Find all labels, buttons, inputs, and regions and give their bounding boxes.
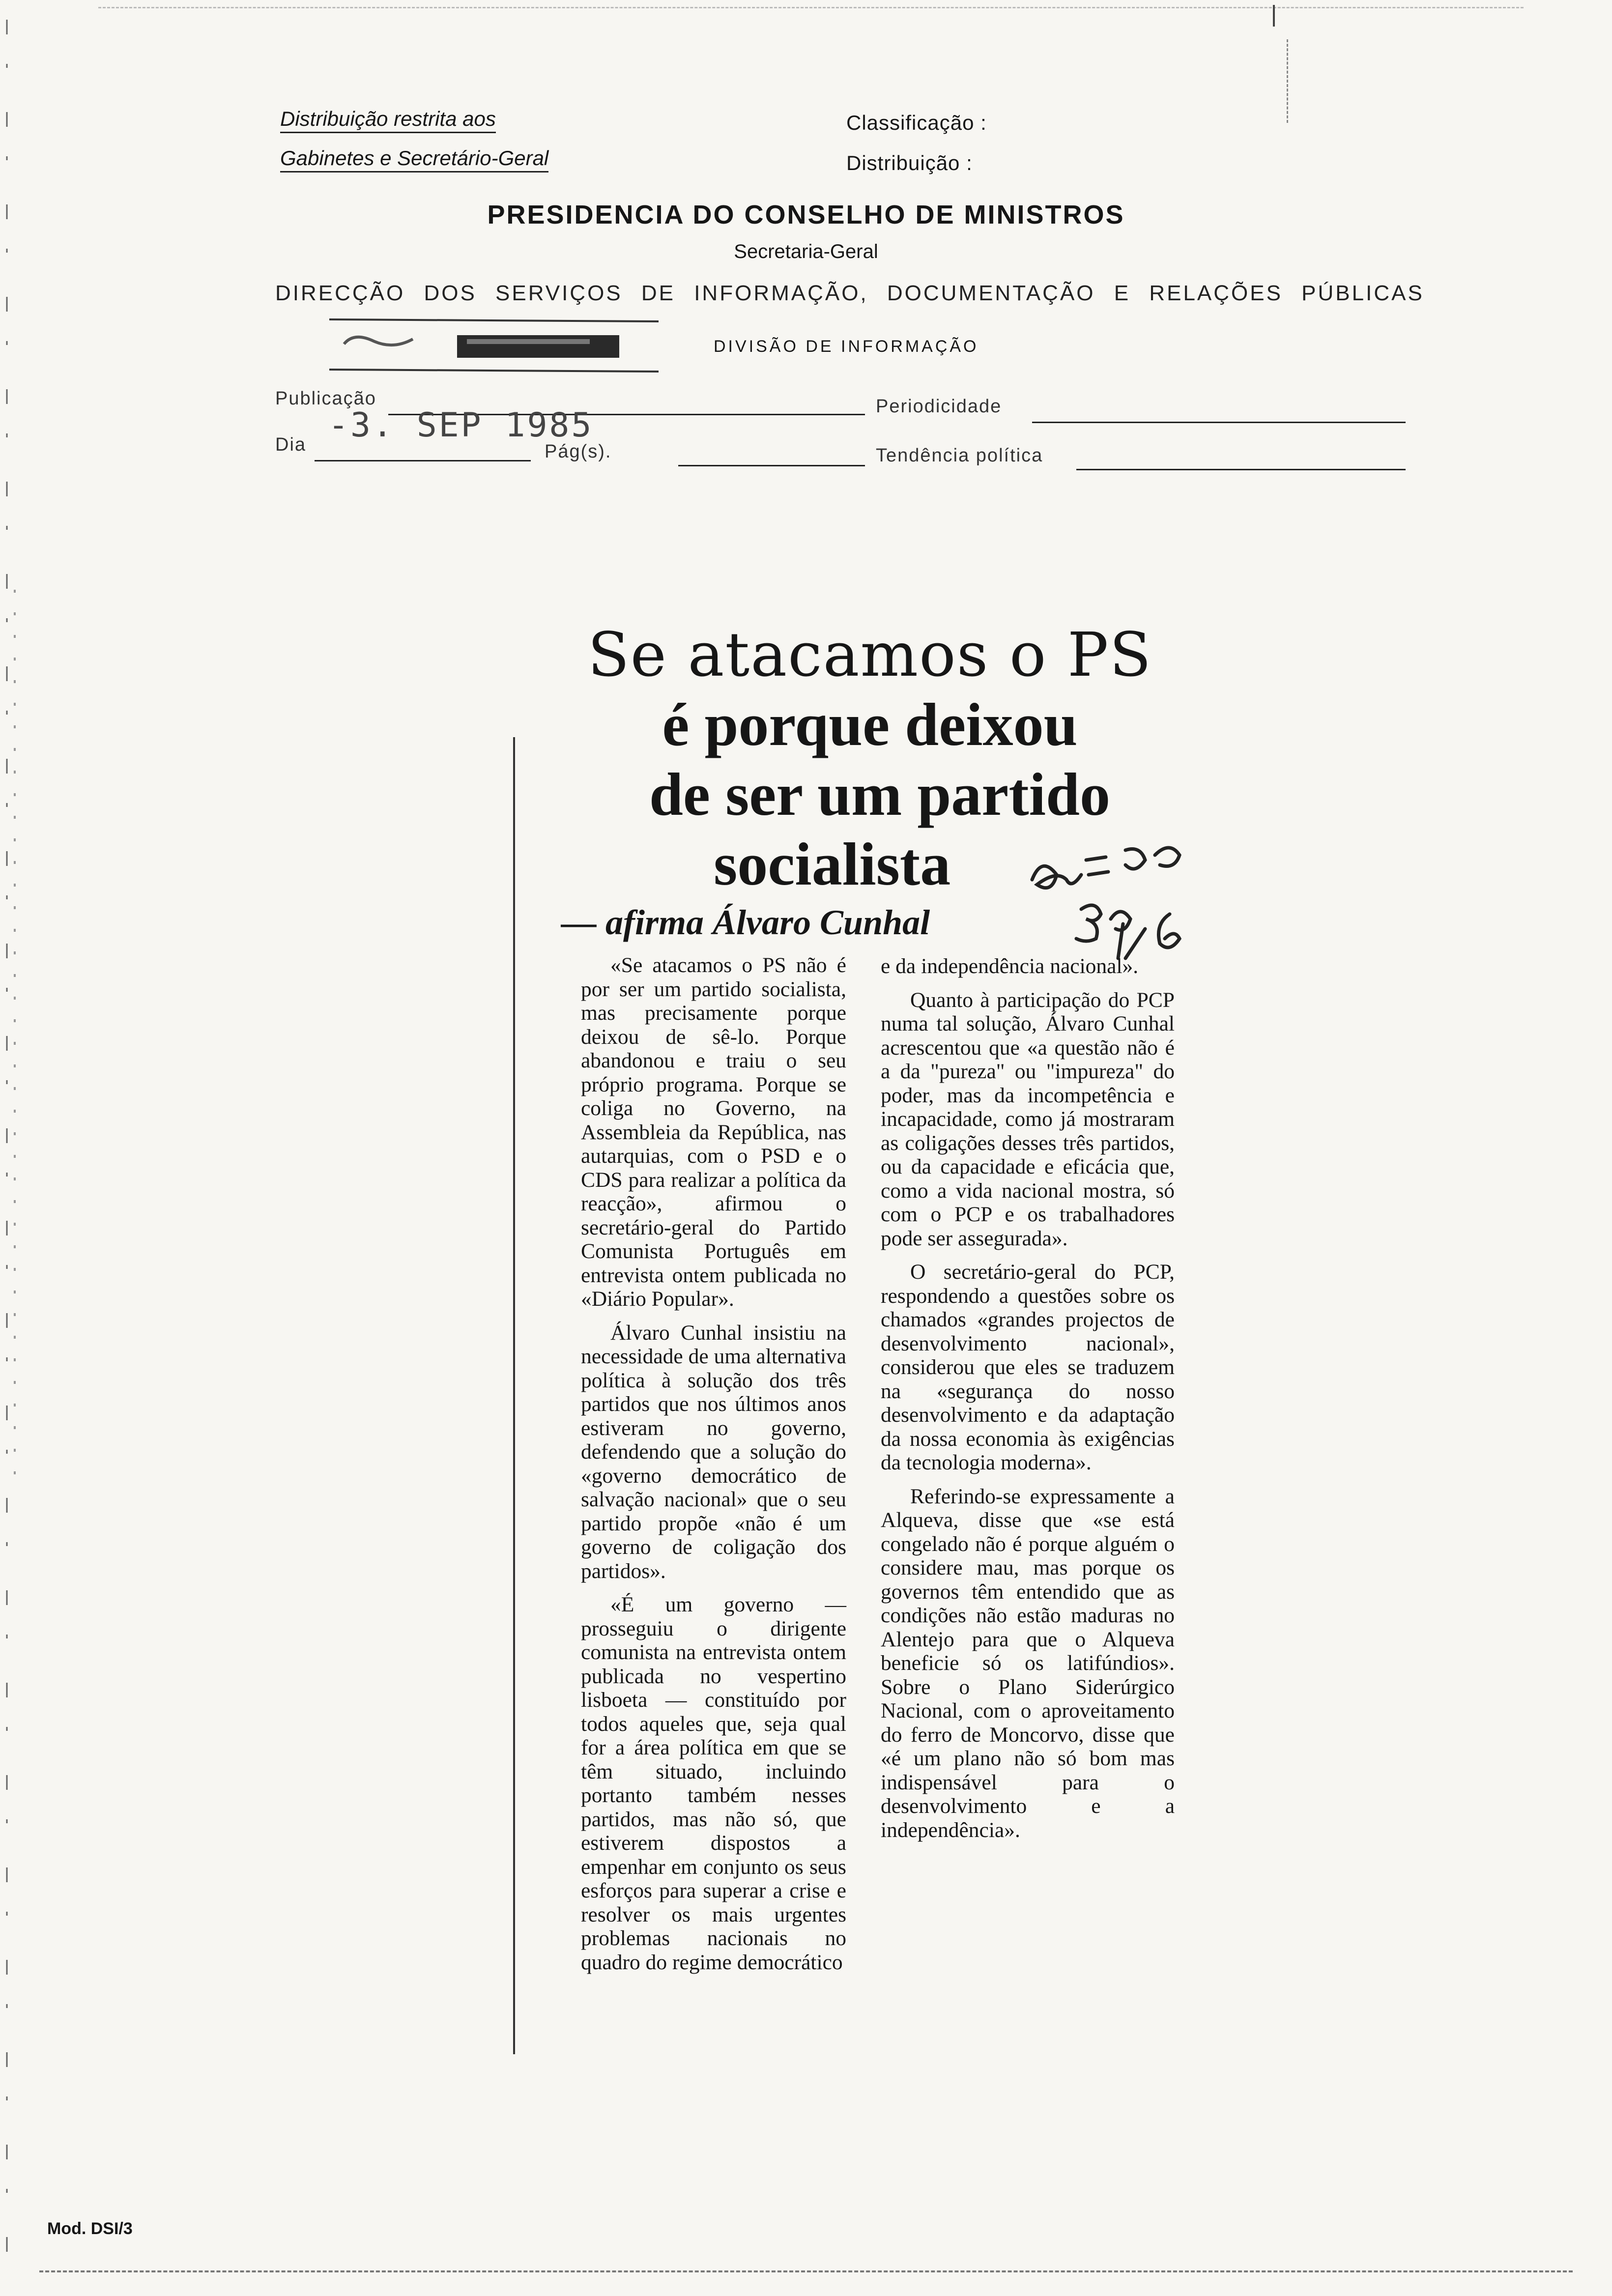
headline-line2: é porque deixou (662, 691, 1078, 758)
col1-paragraph-2: Álvaro Cunhal insistiu na necessidade de uma alternativa política à solução dos três partidos que nos últimos anos estiveram no governo, defendendo que a solução do «governo democrático de salvação nacional» que o seu partido propõe «não é um governo de coligação dos partidos». (581, 1320, 846, 1583)
byline: — afirma Álvaro Cunhal (561, 903, 930, 942)
scan-edge-artifacts (0, 0, 29, 2296)
article-column-1 (581, 953, 846, 1984)
col2-paragraph-2: Quanto à participação do PCP numa tal solução, Álvaro Cunhal acrescentou que «a questão não é a da "pureza" ou "impureza" do poder, mas da incompetência e incapacidade, como já mostraram as coligações desses três partidos, ou da capacidade e eficácia que, como a vida nacional mostra, só com o PCP e os trabalhadores pode ser assegurada». (881, 988, 1175, 1250)
distribuicao-label: Distribuição : (846, 151, 973, 174)
col2-paragraph-1: e da independência nacional». (881, 954, 1139, 978)
headline-line1: Se atacamos o PS (587, 620, 1152, 690)
smudged-stamp (324, 315, 663, 373)
date-stamp: -3. SEP 1985 (328, 406, 594, 445)
col2-paragraph-4: Referindo-se expressamente a Alqueva, disse que «se está congelado não é porque alguém o considere mau, mas porque os governos têm entendido que as condições não estão maduras no Alentejo para que o Alqueva beneficie só os latifúndios». Sobre o Plano Siderúrgico Nacional, com o aproveitamento do ferro de Moncorvo, disse que «é um plano não só bom mas indispensável para o desenvolvimento e a independência». (881, 1484, 1175, 1842)
dia-field-line (315, 460, 531, 461)
form-code: Mod. DSI/3 (47, 2219, 133, 2238)
distribution-restriction-line1: Distribuição restrita aos (280, 107, 496, 133)
article-column-2 (881, 954, 1175, 1852)
col1-paragraph-1: «Se atacamos o PS não é por ser um partido socialista, mas precisamente porque deixou de sê-lo. Porque abandonou e traiu o seu próprio programa. Porque se coliga no Governo, na Assembleia da República, nas autarquias, com o PSD e o CDS para realizar a política da reacção», afirmou o secretário-geral do Partido Comunista Português em entrevista ontem publicada no «Diário Popular». (581, 953, 846, 1311)
column-rule-left (513, 737, 515, 2054)
scan-bottom-artifact (39, 2270, 1573, 2272)
periodicidade-label: Periodicidade (876, 396, 1002, 417)
dia-label: Dia (275, 434, 307, 455)
publicacao-label: Publicação (275, 388, 376, 409)
tendencia-field-line (1076, 469, 1406, 470)
distribution-restriction-line2: Gabinetes e Secretário-Geral (280, 146, 548, 172)
scan-top-artifact (98, 7, 1524, 8)
col2-paragraph-3: O secretário-geral do PCP, respondendo a questões sobre os chamados «grandes projectos de desenvolvimento nacional», considerou que eles se traduzem na «segurança do nosso desenvolvimento e da adaptação da nossa economia às exigências da tecnologia moderna». (881, 1260, 1175, 1474)
headline-line4: socialista (714, 831, 951, 898)
scan-right-artifact (1287, 39, 1288, 123)
periodicidade-field-line (1032, 422, 1406, 423)
pags-field-line (678, 465, 865, 466)
headline-line3: de ser um partido (649, 761, 1111, 828)
directorate-line: DIRECÇÃO DOS SERVIÇOS DE INFORMAÇÃO, DOCUMENTAÇÃO E RELAÇÕES PÚBLICAS (275, 281, 1424, 305)
classificacao-label: Classificação : (846, 111, 987, 134)
org-subtitle: Secretaria-Geral (734, 241, 878, 262)
org-title: PRESIDENCIA DO CONSELHO DE MINISTROS (487, 200, 1125, 230)
scan-top-tick (1273, 5, 1275, 27)
tendencia-label: Tendência política (876, 445, 1043, 466)
pags-label: Pág(s). (545, 441, 612, 462)
col1-paragraph-3: «É um governo — prosseguiu o dirigente comunista na entrevista ontem publicada no vespertino lisboeta — constituído por todos aqueles que, seja qual for a área política em que se têm situado, incluindo portanto também nesses partidos, mas não só, que estiverem dispostos a empenhar em conjunto os seus esforços para superar a crise e resolver os mais urgentes problemas nacionais no quadro do regime democrático (581, 1593, 846, 1974)
division-label: DIVISÃO DE INFORMAÇÃO (714, 337, 979, 356)
